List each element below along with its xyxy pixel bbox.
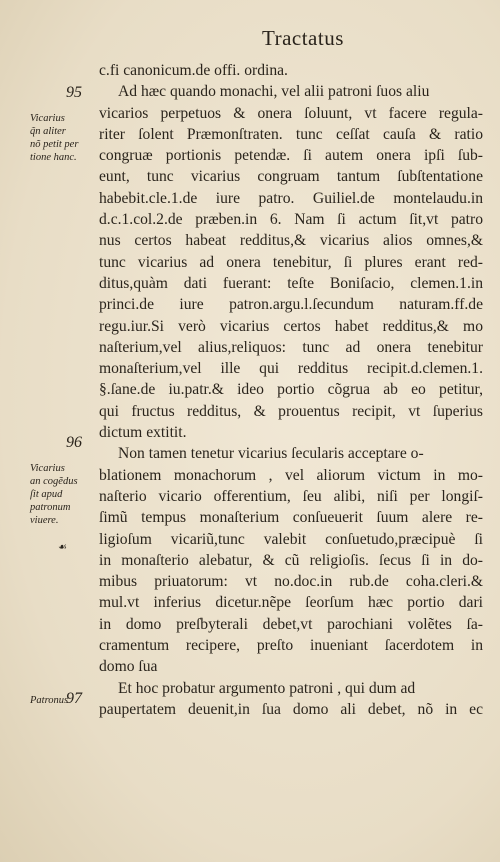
text-line: cramentum recipere, preſto inueniant ſacerdotem in <box>99 637 483 655</box>
text-line: riter ſolent Præmonſtraten. tunc ceſſat cauſa & ratio <box>99 125 483 143</box>
text-line: tunc vicarius ad onera tenebitur, ſi plures erant red- <box>99 253 483 271</box>
running-head: Tractatus <box>262 26 344 50</box>
text-line: domo ſua <box>99 658 158 676</box>
gloss-line: Vicarius <box>30 463 65 474</box>
marginal-note-patronus <box>30 694 96 707</box>
text-line: d.c.1.col.2.de præben.in 6. Nam ſi actum ſit,vt patro <box>99 211 483 229</box>
gloss-line: patronum <box>30 502 71 513</box>
text-line: habebit.cle.1.de iure patro. Guiliel.de montelaudu.in <box>99 189 483 207</box>
marginal-note-vicarius-2 <box>30 462 96 527</box>
text-line: dictum extitit. <box>99 424 187 442</box>
gloss-line: nõ petit per <box>30 139 79 150</box>
gloss-line: ſit apud <box>30 489 63 500</box>
marginal-note-vicarius-1 <box>30 112 96 164</box>
gloss-line: Vicarius <box>30 113 65 124</box>
text-line: congruæ portionis petendæ. ſi autem onera ipſi ſub- <box>99 147 483 165</box>
gloss-line: viuere. <box>30 515 59 526</box>
text-line: Non tamen tenetur vicarius ſecularis acceptare o- <box>118 445 424 463</box>
text-line: §.ſane.de iu.patr.& ideo portio cõgrua ab eo petitur, <box>99 381 483 399</box>
text-line: naſterium,vel alius,reliquos: tunc ad onera tenebitur <box>99 338 483 356</box>
text-line: c.fi canonicum.de offi. ordina. <box>99 62 288 79</box>
text-line: in monaſterio alebatur, & cũ religioſis. ſecus ſi in do- <box>99 551 483 569</box>
text-line: vicarios perpetuos & onera ſoluunt, vt facere regula- <box>99 104 483 122</box>
gloss-line: q̃n aliter <box>30 126 66 137</box>
gloss-line: Patronus <box>30 695 69 706</box>
paragraph-number-97: 97 <box>66 690 82 707</box>
text-line: blationem monachorum , vel aliorum victum in mo- <box>99 466 483 484</box>
main-text-block <box>99 60 483 720</box>
text-line: qui fructus redditus, & prouentus recipit, vt ſuperius <box>99 402 483 420</box>
text-line: ligioſum vicariũ,tunc valebit conſuetudo,præcipuè ſi <box>99 530 483 548</box>
text-line: monaſterium,vel ille qui redditus recipit.d.clemen.1. <box>99 360 483 378</box>
paragraph-number-96: 96 <box>66 434 82 451</box>
text-line: mibus priuatorum: vt no.doc.in rub.de coha.cleri.& <box>99 573 483 591</box>
fleuron-ornament: ☙ <box>58 542 67 553</box>
text-line: ditus,quàm dati fuerant: teſte Boniſacio, clemen.1.in <box>99 274 483 292</box>
text-line: in domo preſbyterali debet,vt parochiani volẽtes ſa- <box>99 615 483 633</box>
gloss-line: tione hanc. <box>30 152 77 163</box>
text-line: ſimũ tempus monaſterium conſueuerit ſuum alere re- <box>99 509 483 527</box>
gloss-line: an cogẽdus <box>30 476 78 487</box>
text-line: nus certos habeat redditus,& vicarius alios omnes,& <box>99 232 483 250</box>
text-line: Ad hæc quando monachi, vel alii patroni ſuos aliu <box>118 83 430 101</box>
text-line: mul.vt inferius dicetur.nẽpe ſeorſum hæc portio dari <box>99 594 483 612</box>
text-line: paupertatem deuenit,in ſua domo ali debet, nõ in ec <box>99 700 483 718</box>
text-line: naſterio vicario offerentium, ſeu alibi, niſi per longiſ- <box>99 487 483 505</box>
text-line: regu.iur.Si verò vicarius certos habet redditus,& mo <box>99 317 483 335</box>
paragraph-number-95: 95 <box>66 84 82 101</box>
text-line: Et hoc probatur argumento patroni , qui dum ad <box>118 679 416 697</box>
text-line: princi.de iure patron.argu.l.ſecundum naturam.ff.de <box>99 296 483 314</box>
text-line: eunt, tunc vicarius congruam tantum ſubſtentatione <box>99 168 483 186</box>
